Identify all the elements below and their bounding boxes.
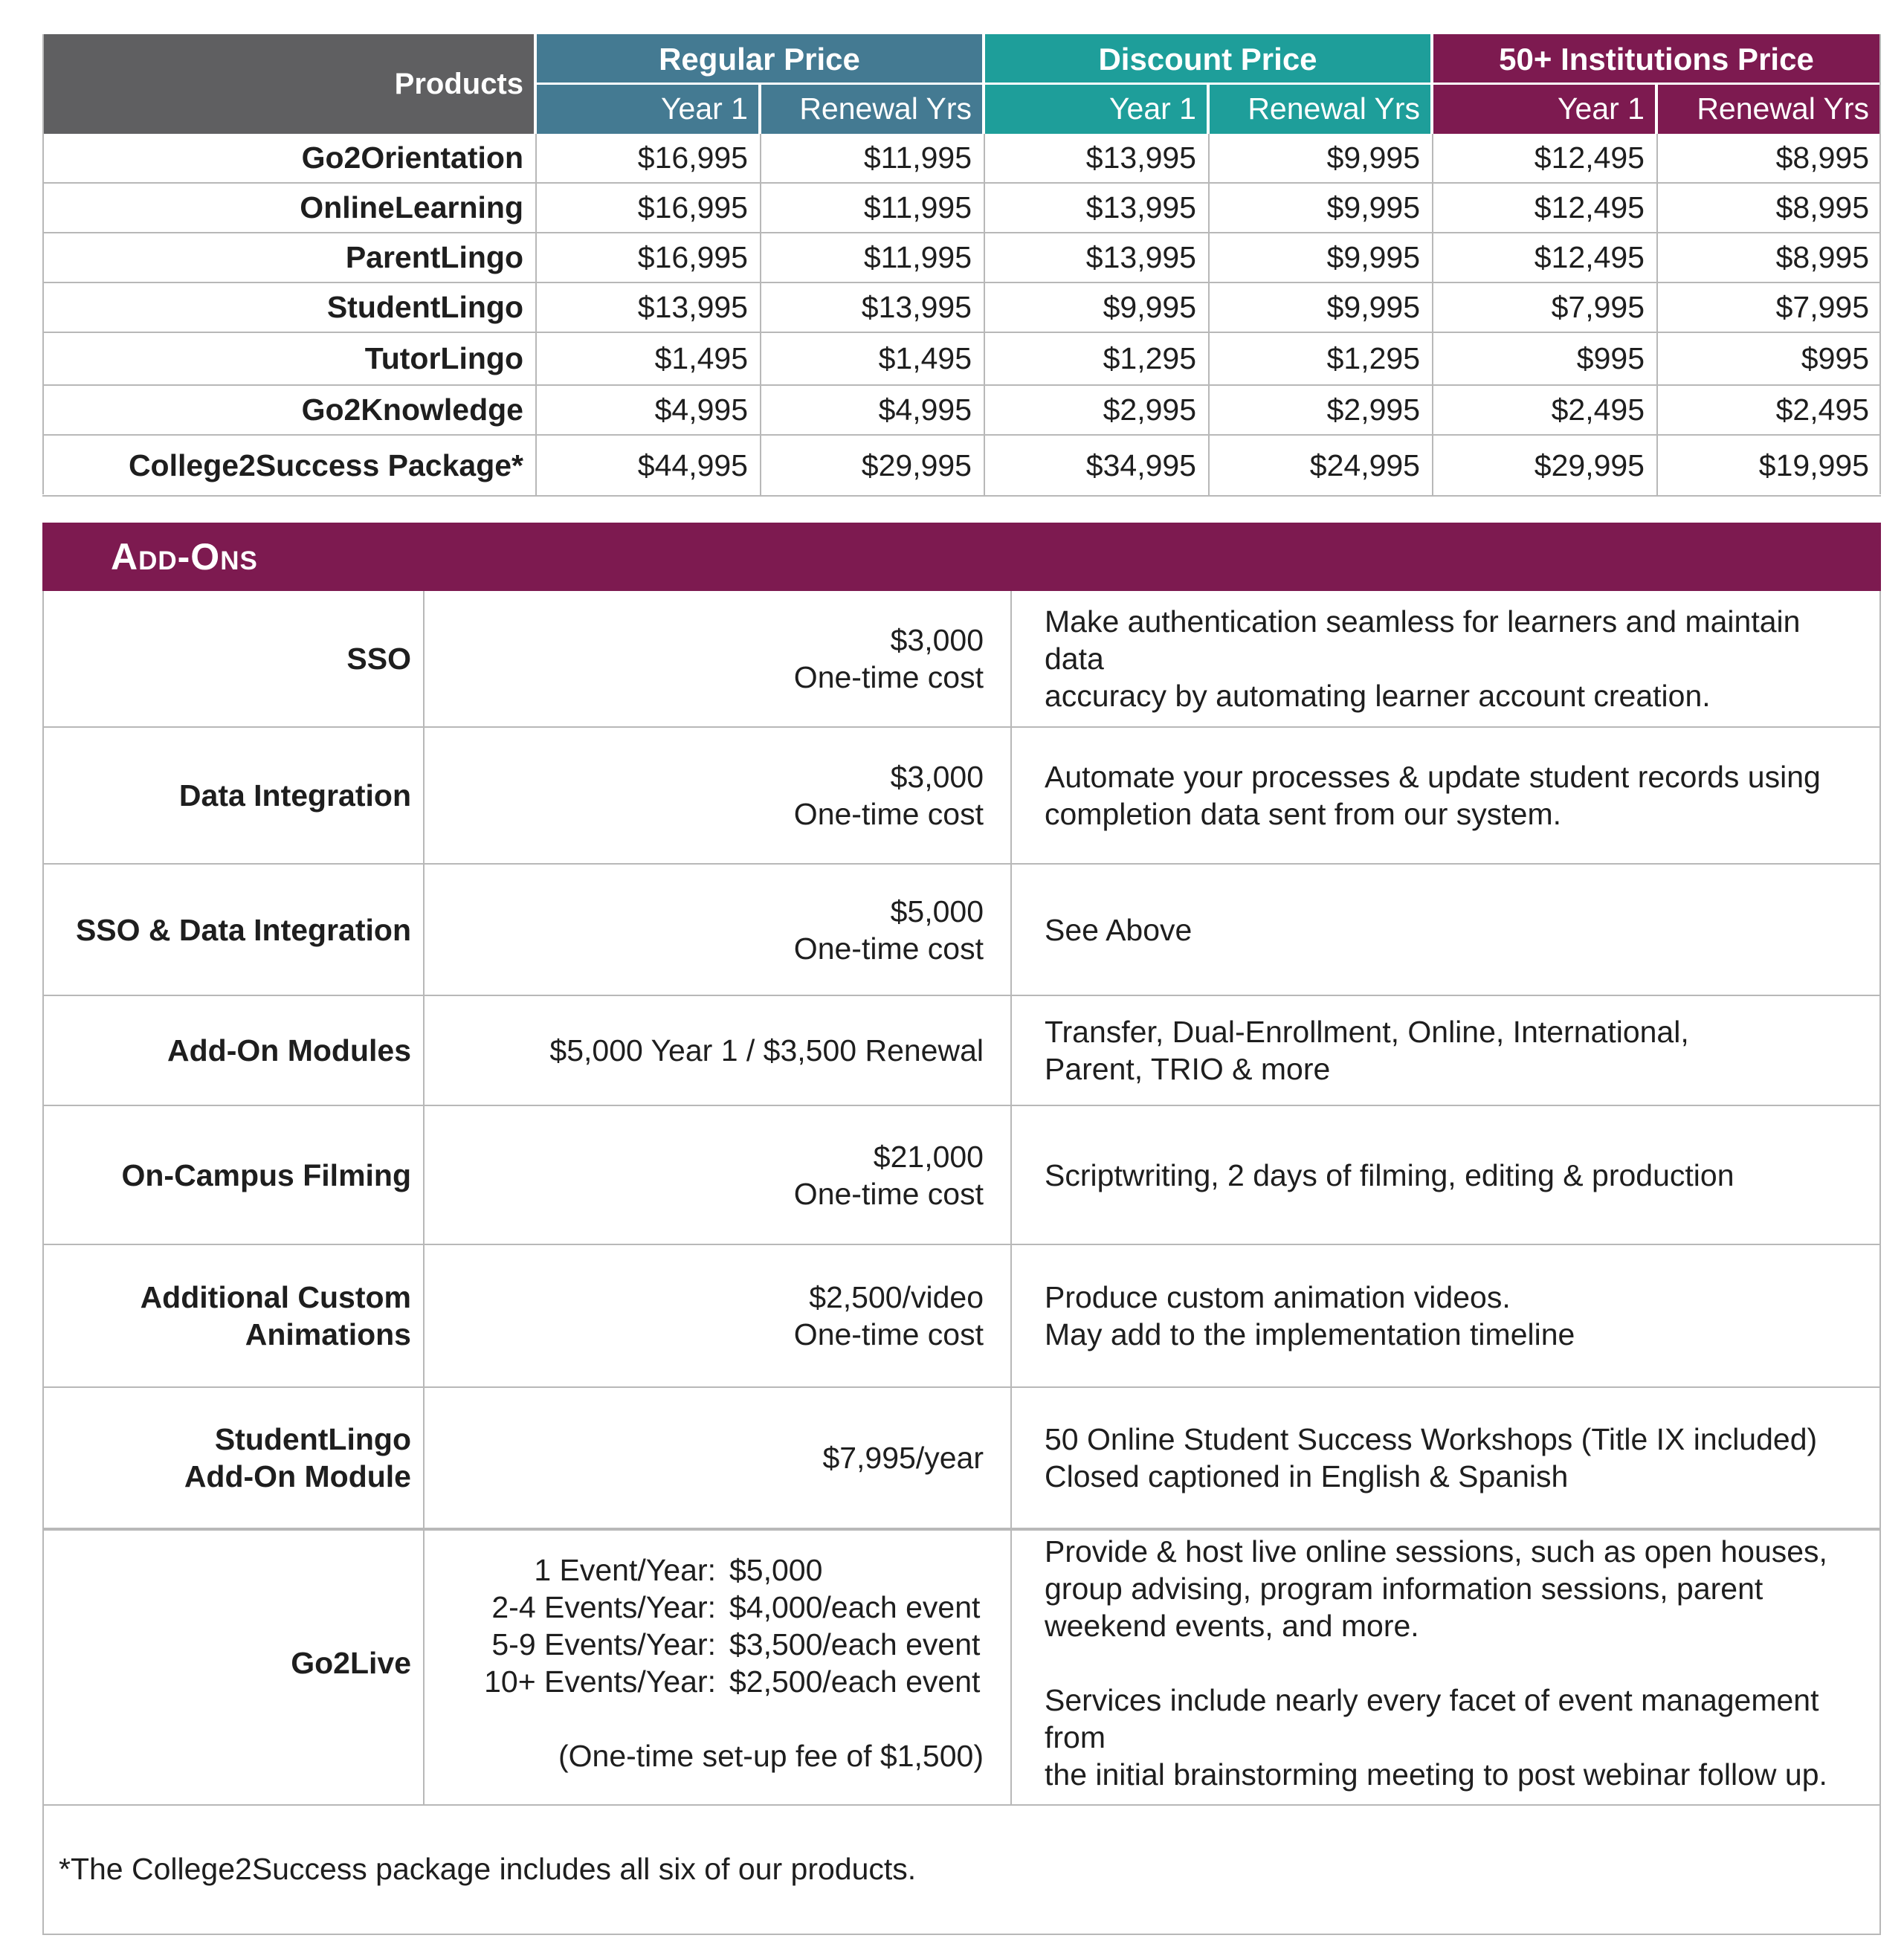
addon-description-line: Produce custom animation videos. xyxy=(1045,1280,1511,1314)
addon-price xyxy=(425,1388,1012,1528)
price-cell: $16,995 xyxy=(535,134,760,182)
addon-price-line: One-time cost xyxy=(793,1176,984,1211)
price-cell: $11,995 xyxy=(760,134,984,182)
go2live-row xyxy=(42,1522,1881,1806)
addon-price-line: $7,995/year xyxy=(822,1441,984,1475)
addon-price-line: $2,500/video xyxy=(809,1280,984,1314)
tier-price: $4,000/each event xyxy=(729,1590,981,1624)
addon-row-data-integration xyxy=(44,728,1879,865)
addon-price xyxy=(425,728,1012,863)
price-cell: $34,995 xyxy=(984,436,1208,495)
price-cell: $1,495 xyxy=(760,333,984,384)
addon-price-line: $21,000 xyxy=(873,1139,984,1174)
addon-price xyxy=(425,865,1012,995)
price-cell: $2,995 xyxy=(1208,386,1432,434)
tier-price: $5,000 xyxy=(729,1553,823,1587)
go2live-description-line: weekend events, and more. xyxy=(1045,1609,1419,1643)
addon-description xyxy=(1012,865,1879,995)
addon-price xyxy=(425,591,1012,726)
addon-description-line: Make authentication seamless for learners and maintain data xyxy=(1045,604,1801,676)
institutions-price-header: 50+ Institutions Price xyxy=(1432,34,1881,84)
addon-description-line: completion data sent from our system. xyxy=(1045,797,1562,831)
go2live-description-line: group advising, program information sessions, parent xyxy=(1045,1572,1763,1606)
price-cell: $13,995 xyxy=(760,283,984,332)
regular-price-header: Regular Price xyxy=(535,34,984,84)
price-cell: $13,995 xyxy=(535,283,760,332)
table-row xyxy=(42,283,1881,333)
header-divider xyxy=(535,83,1881,85)
price-cell: $2,495 xyxy=(1432,386,1656,434)
addon-row-sso xyxy=(44,591,1879,728)
addon-description-line: Automate your processes & update student records using xyxy=(1045,760,1821,794)
go2live-tier xyxy=(484,1663,984,1700)
price-cell: $44,995 xyxy=(535,436,760,495)
addon-label xyxy=(44,1388,425,1528)
price-cell: $29,995 xyxy=(1432,436,1656,495)
addon-price xyxy=(425,1245,1012,1386)
addon-description xyxy=(1012,1106,1879,1244)
institutions-renewal-header: Renewal Yrs xyxy=(1656,84,1881,134)
table-row xyxy=(42,233,1881,283)
price-cell: $12,495 xyxy=(1432,184,1656,232)
addon-description-line: See Above xyxy=(1045,912,1193,947)
go2live-description-line: Services include nearly every facet of event management from xyxy=(1045,1683,1819,1754)
addon-description xyxy=(1012,728,1879,863)
tier-events: 10+ Events/Year: xyxy=(484,1664,716,1699)
addon-price-line: $3,000 xyxy=(890,623,984,657)
discount-renewal-header: Renewal Yrs xyxy=(1208,84,1432,134)
product-name: StudentLingo xyxy=(326,290,523,324)
product-name: OnlineLearning xyxy=(300,190,523,225)
footnote: *The College2Success package includes all six of our products. xyxy=(42,1804,1881,1935)
addon-description xyxy=(1012,1388,1879,1528)
go2live-price xyxy=(425,1522,1012,1804)
addon-row-custom-animations xyxy=(44,1245,1879,1388)
regular-year1-header: Year 1 xyxy=(535,84,760,134)
go2live-label: Go2Live xyxy=(44,1522,425,1804)
product-name: ParentLingo xyxy=(345,240,523,274)
price-cell: $9,995 xyxy=(1208,283,1432,332)
addons-title: Add-Ons xyxy=(42,523,1881,591)
addon-label xyxy=(44,728,425,863)
addon-label-line: Add-On Modules xyxy=(167,1033,411,1068)
price-cell: $8,995 xyxy=(1656,184,1881,232)
header-divider xyxy=(758,84,761,134)
price-cell: $995 xyxy=(1656,333,1881,384)
addon-price xyxy=(425,1106,1012,1244)
addon-row-studentlingo-module xyxy=(44,1388,1879,1529)
tier-price: $2,500/each event xyxy=(729,1664,981,1699)
go2live-tier xyxy=(491,1626,984,1663)
product-name: College2Success Package* xyxy=(128,448,523,482)
addon-price-line: $5,000 xyxy=(890,894,984,928)
table-row xyxy=(42,184,1881,233)
pricing-table xyxy=(42,34,1881,494)
addon-row-add-on-modules xyxy=(44,996,1879,1106)
price-cell: $9,995 xyxy=(1208,184,1432,232)
price-cell: $7,995 xyxy=(1432,283,1656,332)
price-cell: $11,995 xyxy=(760,233,984,282)
tier-price: $3,500/each event xyxy=(729,1627,981,1661)
tier-events: 1 Event/Year: xyxy=(534,1553,716,1587)
addon-price-line: One-time cost xyxy=(793,1317,984,1351)
price-cell: $9,995 xyxy=(1208,134,1432,182)
price-cell: $13,995 xyxy=(984,233,1208,282)
addon-label-line: StudentLingo xyxy=(214,1422,411,1456)
price-cell: $1,295 xyxy=(1208,333,1432,384)
header-divider xyxy=(1207,84,1210,134)
price-cell: $8,995 xyxy=(1656,233,1881,282)
addon-row-on-campus-filming xyxy=(44,1106,1879,1245)
addon-description-line: 50 Online Student Success Workshops (Title IX included) xyxy=(1045,1422,1818,1456)
table-row xyxy=(42,436,1881,497)
addon-label-line: SSO xyxy=(346,642,411,676)
price-cell: $29,995 xyxy=(760,436,984,495)
price-cell: $13,995 xyxy=(984,134,1208,182)
go2live-description-line: the initial brainstorming meeting to post webinar follow up. xyxy=(1045,1757,1827,1792)
addon-label-line: On-Campus Filming xyxy=(121,1157,411,1192)
addon-row-sso-data-integration xyxy=(44,865,1879,996)
addon-label-line: Data Integration xyxy=(178,778,411,813)
price-cell: $12,495 xyxy=(1432,134,1656,182)
price-cell: $16,995 xyxy=(535,184,760,232)
addon-description-line: accuracy by automating learner account creation. xyxy=(1045,679,1711,713)
product-name: Go2Orientation xyxy=(301,141,523,175)
addon-description xyxy=(1012,591,1879,726)
price-cell: $9,995 xyxy=(1208,233,1432,282)
price-cell: $4,995 xyxy=(535,386,760,434)
addons-table xyxy=(42,591,1881,1531)
price-cell: $12,495 xyxy=(1432,233,1656,282)
go2live-tiers xyxy=(484,1551,984,1774)
price-cell: $4,995 xyxy=(760,386,984,434)
addon-label-line: Additional Custom xyxy=(140,1280,411,1314)
table-row xyxy=(42,333,1881,386)
discount-price-header: Discount Price xyxy=(984,34,1432,84)
institutions-year1-header: Year 1 xyxy=(1432,84,1656,134)
price-cell: $24,995 xyxy=(1208,436,1432,495)
price-cell: $1,495 xyxy=(535,333,760,384)
price-cell: $16,995 xyxy=(535,233,760,282)
price-cell: $995 xyxy=(1432,333,1656,384)
addon-description-line: Closed captioned in English & Spanish xyxy=(1045,1459,1569,1493)
product-name: Go2Knowledge xyxy=(301,393,523,427)
price-cell: $2,495 xyxy=(1656,386,1881,434)
table-row xyxy=(42,134,1881,184)
go2live-setup-fee: (One-time set-up fee of $1,500) xyxy=(558,1739,984,1773)
go2live-description-line xyxy=(1045,1644,1868,1682)
addon-label xyxy=(44,1106,425,1244)
product-name: TutorLingo xyxy=(364,341,523,375)
addon-label-line: Add-On Module xyxy=(184,1459,411,1493)
go2live-description xyxy=(1012,1522,1879,1804)
price-cell: $9,995 xyxy=(984,283,1208,332)
price-cell: $7,995 xyxy=(1656,283,1881,332)
addon-label xyxy=(44,865,425,995)
price-cell: $2,995 xyxy=(984,386,1208,434)
addon-label xyxy=(44,996,425,1105)
addon-price-line: $3,000 xyxy=(890,760,984,794)
price-cell: $13,995 xyxy=(984,184,1208,232)
addon-label xyxy=(44,1245,425,1386)
addon-label-line: Animations xyxy=(245,1317,411,1351)
go2live-tier xyxy=(534,1551,984,1589)
table-row xyxy=(42,386,1881,436)
tier-events: 5-9 Events/Year: xyxy=(491,1627,716,1661)
addon-description-line: May add to the implementation timeline xyxy=(1045,1317,1575,1351)
go2live-description-line: Provide & host live online sessions, such as open houses, xyxy=(1045,1534,1827,1569)
addon-price-line: One-time cost xyxy=(793,931,984,966)
addon-label xyxy=(44,591,425,726)
addon-description-line: Parent, TRIO & more xyxy=(1045,1052,1331,1086)
addon-description-line: Scriptwriting, 2 days of filming, editing & production xyxy=(1045,1157,1734,1192)
addon-label-line: SSO & Data Integration xyxy=(75,912,411,947)
addon-price-line: One-time cost xyxy=(793,797,984,831)
addon-description xyxy=(1012,1245,1879,1386)
addon-price-line: One-time cost xyxy=(793,660,984,694)
tier-events: 2-4 Events/Year: xyxy=(491,1590,716,1624)
price-cell: $8,995 xyxy=(1656,134,1881,182)
addon-price xyxy=(425,996,1012,1105)
header-divider xyxy=(1655,84,1658,134)
regular-renewal-header: Renewal Yrs xyxy=(760,84,984,134)
price-cell: $11,995 xyxy=(760,184,984,232)
addon-description-line: Transfer, Dual-Enrollment, Online, International, xyxy=(1045,1015,1689,1049)
price-cell: $19,995 xyxy=(1656,436,1881,495)
go2live-tier xyxy=(491,1589,984,1626)
price-cell: $1,295 xyxy=(984,333,1208,384)
addon-price-line: $5,000 Year 1 / $3,500 Renewal xyxy=(549,1033,984,1068)
addon-description xyxy=(1012,996,1879,1105)
discount-year1-header: Year 1 xyxy=(984,84,1208,134)
products-header: Products xyxy=(42,34,535,134)
